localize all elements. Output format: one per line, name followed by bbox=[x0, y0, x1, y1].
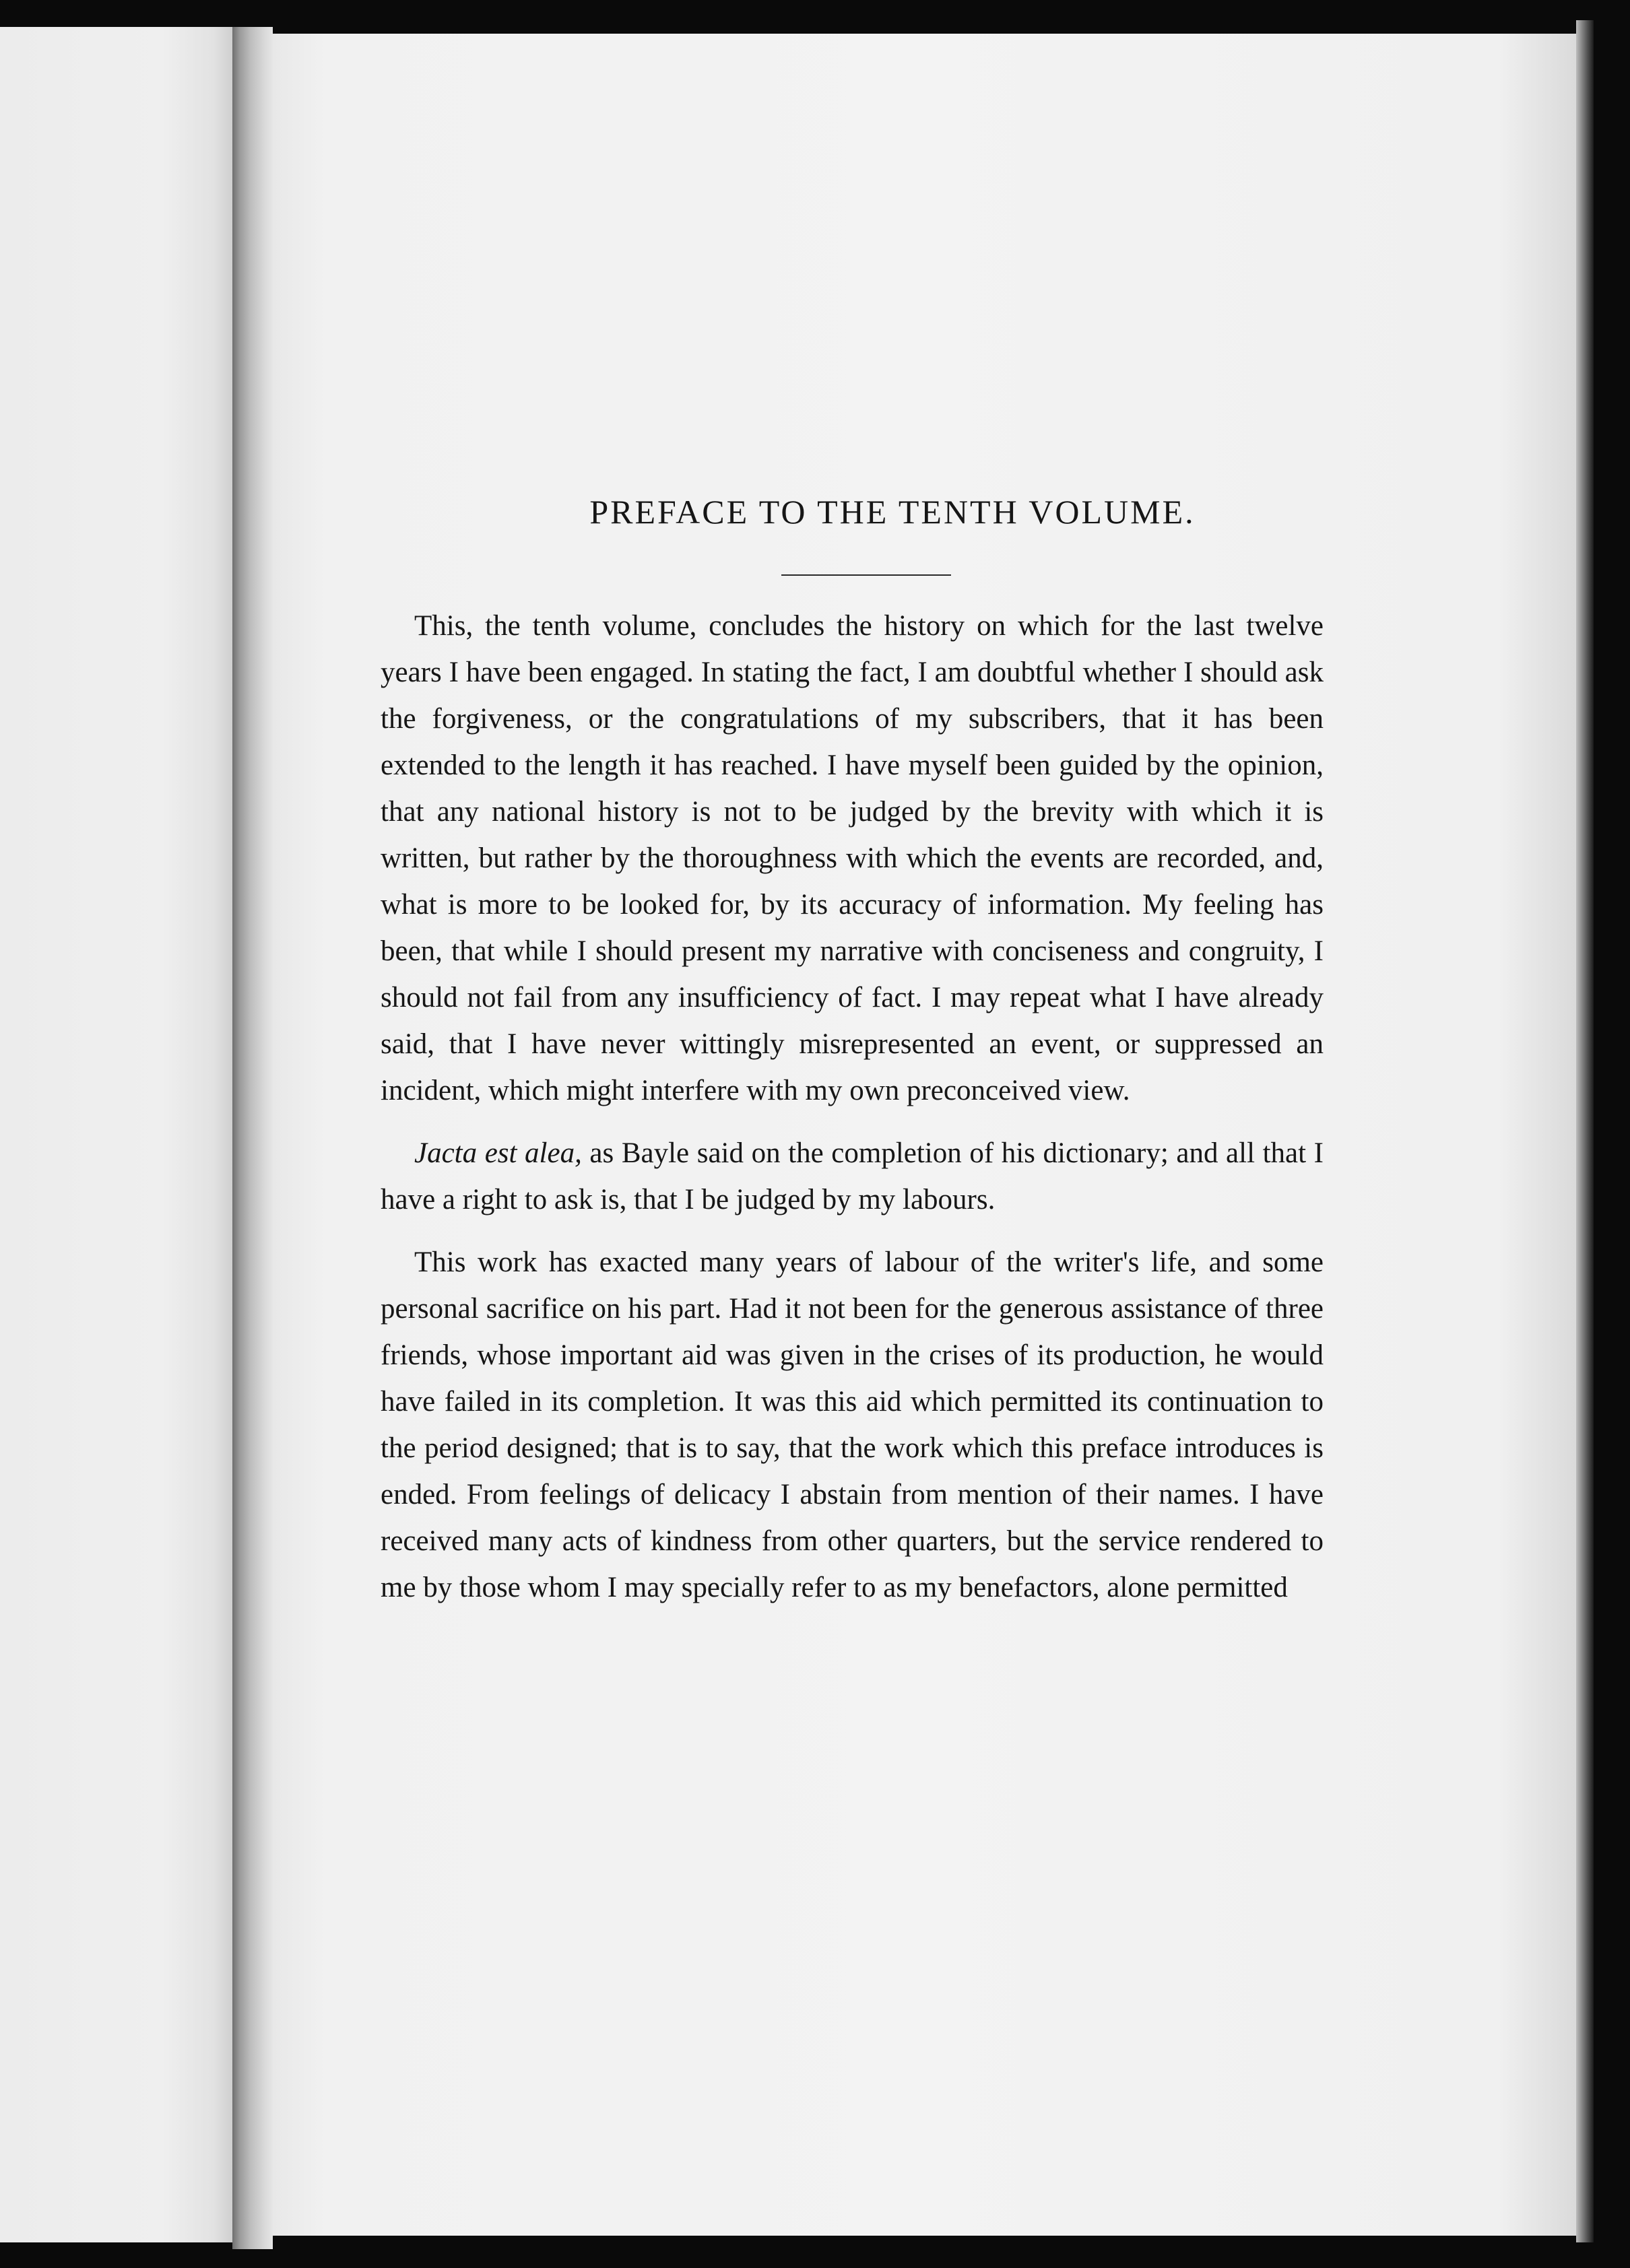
title-rule bbox=[781, 574, 951, 576]
book-gutter bbox=[232, 27, 273, 2249]
latin-phrase: Jacta est alea, bbox=[414, 1137, 582, 1169]
paragraph-1: This, the tenth volume, concludes the history on which for the last twelve years I have been engaged. In stating the fact, I am doubtful whether I should ask the forgiveness, or the congratulations of my subscribers, that it has been extended to the length it has reached. I have myself been guided by the opinion, that any national history is not to be judged by the brevity with which it is written, but rather by the thoroughness with which the events are recorded, and, what is more to be looked for, by its accuracy of information. My feeling has been, that while I should present my narrative with conciseness and congruity, I should not fail from any insufficiency of fact. I may repeat what I have already said, that I have never wittingly misrepresented an event, or suppressed an incident, which might interfere with my own preconceived view. bbox=[381, 610, 1324, 1106]
page-edge-shadow bbox=[1576, 20, 1594, 2242]
paragraph-2-text: as Bayle said on the completion of his dictionary; and all that I have a right to ask is, that I be judged by my labours. bbox=[381, 1137, 1324, 1215]
facing-page-blank bbox=[0, 27, 232, 2242]
paragraph-3: This work has exacted many years of labour of the writer's life, and some personal sacrifice on his part. Had it not been for the generous assistance of three friends, whose important aid was given in the crises of its production, he would have failed in its completion. It was this aid which permitted its continuation to the period designed; that is to say, that the work which this preface introduces is ended. From feelings of delicacy I abstain from mention of their names. I have received many acts of kindness from other quarters, but the service rendered to me by those whom I may specially refer to as my benefactors, alone permitted bbox=[381, 1246, 1324, 1603]
paragraph-2 bbox=[381, 1130, 1324, 1223]
page-title: PREFACE TO THE TENTH VOLUME. bbox=[589, 493, 1196, 531]
page-text-block bbox=[381, 488, 1324, 1611]
